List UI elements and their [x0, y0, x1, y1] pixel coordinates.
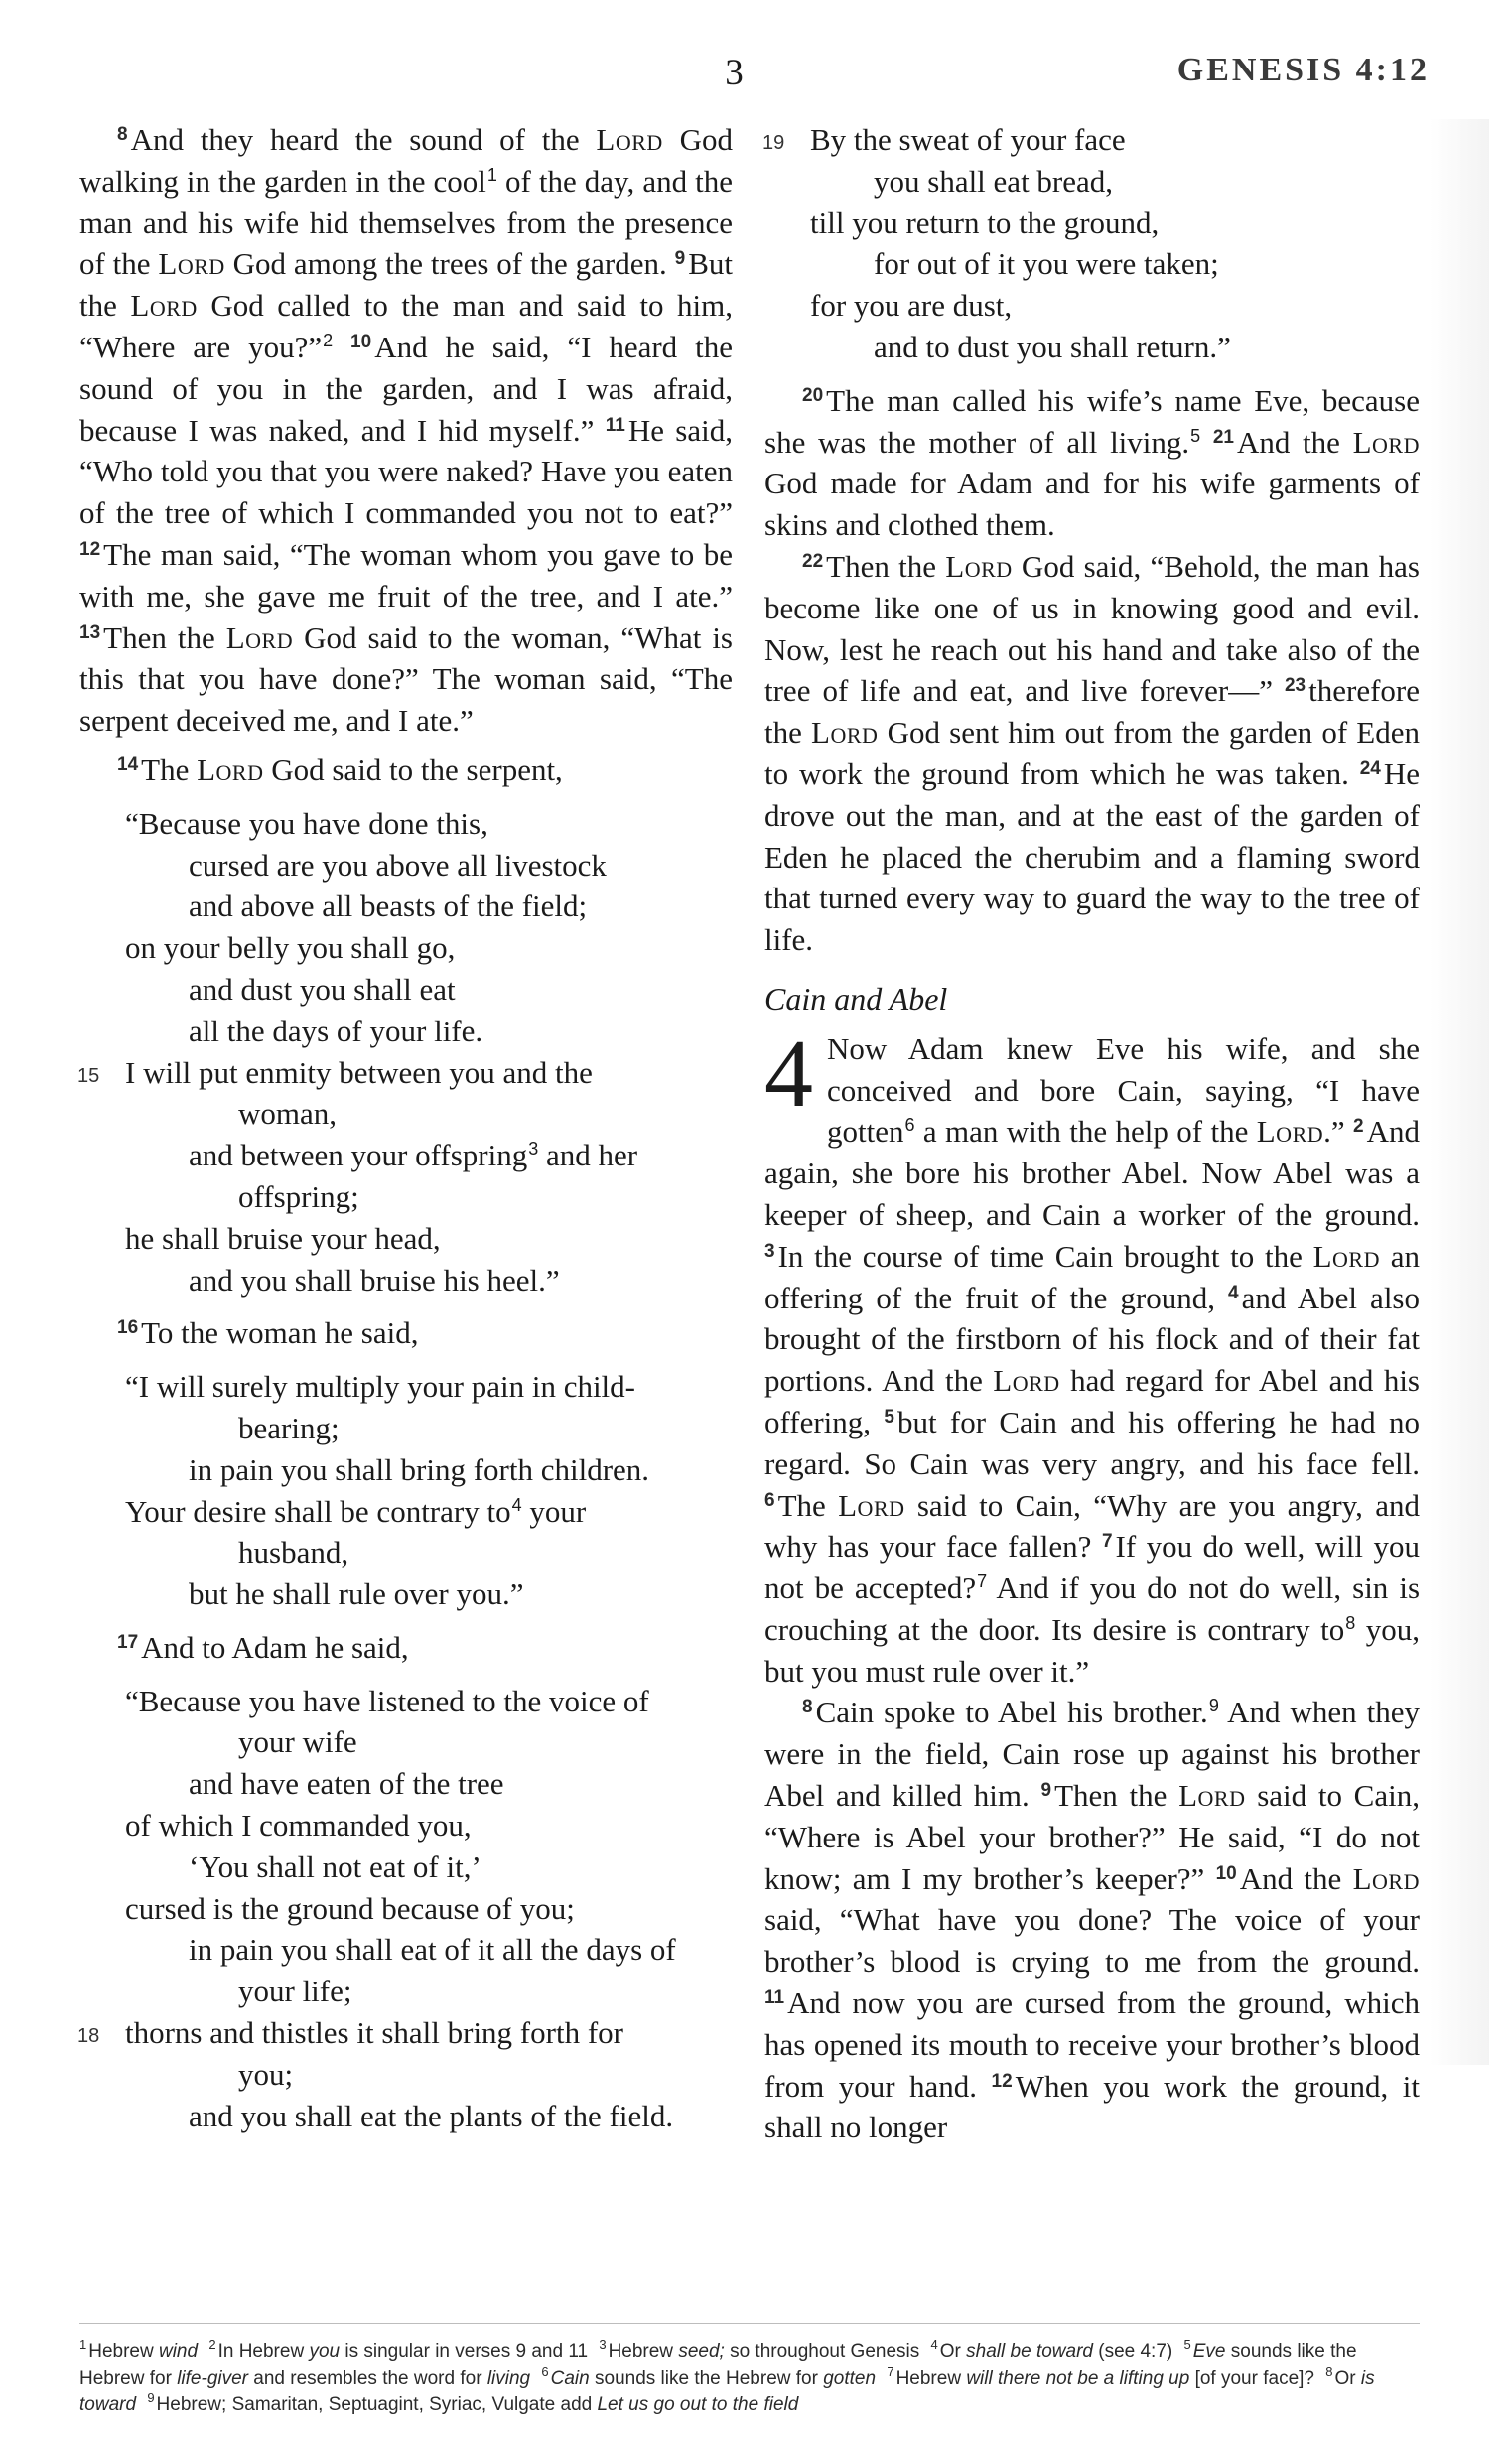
- poetry-line: your wife: [238, 1724, 357, 1760]
- next-page-bleed: [1430, 119, 1489, 2065]
- verse-number: 8: [117, 124, 128, 145]
- footnote: $^1$ Hebrew wind: [79, 2337, 199, 2362]
- poetry-line: 19 By the sweat of your face: [764, 119, 1420, 161]
- poetry-line: and above all beasts of the field;: [189, 888, 588, 924]
- verse-number: 24: [1359, 757, 1381, 779]
- footnote-marker: 7: [977, 1572, 988, 1592]
- paragraph: $^{14}$The Lord God said to the serpent,: [117, 752, 563, 787]
- poetry-line: and you shall bruise his heel.”: [189, 1262, 560, 1298]
- poetry-line: “I will surely multiply your pain in child-: [125, 1369, 635, 1405]
- verse-number: 23: [1284, 675, 1306, 697]
- poetry-line: you shall eat bread,: [874, 163, 1114, 199]
- verse-number: 10: [1215, 1862, 1237, 1884]
- verse-number: 4: [1228, 1282, 1239, 1303]
- poetry-line: cursed is the ground because of you;: [125, 1890, 575, 1926]
- footnote: $^3$ Hebrew seed; so throughout Genesis: [599, 2337, 920, 2362]
- verse-number: 13: [79, 621, 101, 643]
- footnote: $^8$ Or is toward: [79, 2364, 1375, 2415]
- poetry-line: till you return to the ground,: [810, 205, 1160, 240]
- footnote-marker: 4: [511, 1494, 522, 1515]
- footnote-italic: wind: [158, 2341, 199, 2362]
- divine-name: Lord: [1352, 424, 1420, 460]
- footnote-number: 6: [541, 2364, 549, 2379]
- footnote-marker: 8: [1345, 1612, 1356, 1633]
- footnote-italic: life-giver: [177, 2368, 249, 2389]
- verse-number: 12: [991, 2070, 1013, 2092]
- poetry-line: all the days of your life.: [189, 1013, 483, 1048]
- footnote-italic: will there not be a lifting up: [966, 2368, 1190, 2389]
- footnote-number: 3: [599, 2337, 607, 2352]
- divine-name: Lord: [197, 752, 264, 787]
- poetry-line: on your belly you shall go,: [125, 930, 456, 966]
- footnote: $^7$ Hebrew will there not be a lifting up [of your face]?: [887, 2364, 1314, 2389]
- divine-name: Lord: [1178, 1778, 1246, 1814]
- verse-number: 17: [117, 1631, 139, 1653]
- footnote-italic: Cain: [550, 2368, 590, 2389]
- verse-number: 20: [802, 384, 824, 406]
- footnote-marker: 9: [1208, 1696, 1219, 1716]
- paragraph: $^{17}$And to Adam he said,: [117, 1629, 409, 1665]
- poetry-line: bearing;: [238, 1410, 340, 1445]
- poetry-line: husband,: [238, 1535, 349, 1571]
- verse-number: 11: [764, 1987, 785, 2009]
- chapter-text: Now Adam knew Eve his wife, and she conceived and bore Cain, saying, “I have gotten$^6$ a man with the help of the Lord.” $^2$And again, she bore his brother Abel. Now Abel was a keeper of sheep, and Cain a worker of the ground. $^3$In the course of time Cain brought to the Lord an offering of the fruit of the ground, $^4$and Abel also brought of the firstborn of his flock and of their fat portions. And the Lord had regard for Abel and his offering, $^5$but for Cain and his offering he had no regard. So Cain was very angry, and his face fell. $^6$The Lord said to Cain, “Why are you angry, and why has your face fallen? $^7$If you do well, will you not be accepted?$^7$ And if you do not do well, sin is crouching at the door. Its desire is contrary to$^8$ you, but you must rule over it.”: [764, 1030, 1421, 1689]
- divine-name: Lord: [838, 1487, 905, 1523]
- left-column: [79, 119, 733, 2148]
- paragraph: $^{20}$The man called his wife’s name Eve, because she was the mother of all living.$^5$ $^{21}$And the Lord God made for Adam and for his wife garments of skins and clothed them.: [764, 382, 1420, 543]
- verse-number: 3: [764, 1240, 775, 1262]
- poetry-block: [79, 1366, 733, 1615]
- footnote-marker: 5: [1190, 425, 1201, 446]
- verse-number: 8: [802, 1697, 813, 1718]
- footnotes: [79, 2323, 1420, 2418]
- verse-number: 2: [1353, 1116, 1364, 1138]
- divine-name: Lord: [811, 715, 879, 751]
- chapter-number: 4: [764, 1020, 813, 1128]
- verse-number: 19: [762, 132, 785, 154]
- verse-number: 12: [79, 538, 101, 560]
- verse-number: 14: [117, 753, 139, 775]
- footnote-italic: shall be toward: [966, 2341, 1093, 2362]
- poetry-line: ‘You shall not eat of it,’: [189, 1848, 481, 1884]
- verse-number: 9: [674, 248, 686, 270]
- divine-name: Lord: [596, 122, 663, 157]
- paragraph: $^8$Cain spoke to Abel his brother.$^9$ And when they were in the field, Cain rose up against his brother Abel and killed him. $^9$Then the Lord said to Cain, “Where is Abel your brother?” He said, “I do not know; am I my brother’s keeper?” $^{10}$And the Lord said, “What have you done? The voice of your brother’s blood is crying to me from the ground. $^{11}$And now you are cursed from the ground, which has opened its mouth to receive your brother’s blood from your hand. $^{12}$When you work the ground, it shall no longer: [764, 1695, 1420, 2145]
- divine-name: Lord: [1256, 1114, 1324, 1150]
- footnote-number: 9: [147, 2391, 155, 2405]
- footnote-number: 2: [208, 2337, 216, 2352]
- verse-number: 7: [1101, 1531, 1113, 1553]
- verse-number: 11: [605, 414, 625, 436]
- poetry-line: and between your offspring$^3$ and her: [189, 1138, 638, 1173]
- footnote-number: 1: [79, 2337, 87, 2352]
- poetry-line: your life;: [238, 1974, 352, 2009]
- footnote: $^9$ Hebrew; Samaritan, Septuagint, Syriac, Vulgate add Let us go out to the field: [147, 2391, 799, 2415]
- footnote: $^2$ In Hebrew you is singular in verses 9 and 11: [208, 2337, 589, 2362]
- poetry-line: 15 I will put enmity between you and the: [79, 1052, 733, 1094]
- page-number: 3: [725, 53, 745, 93]
- poetry-line: but he shall rule over you.”: [189, 1576, 524, 1612]
- poetry-line: 18 thorns and thistles it shall bring forth for: [79, 2012, 733, 2054]
- footnote-italic: gotten: [823, 2368, 877, 2389]
- running-head: GENESIS 4:12: [1176, 52, 1430, 88]
- divine-name: Lord: [1312, 1238, 1380, 1274]
- footnote-italic: is toward: [79, 2368, 1375, 2415]
- poetry-block: [764, 119, 1420, 368]
- verse-number: 22: [802, 550, 824, 572]
- poetry-line: of which I commanded you,: [125, 1808, 472, 1844]
- paragraph: $^{16}$To the woman he said,: [117, 1315, 419, 1351]
- poetry-line: in pain you shall bring forth children.: [189, 1451, 650, 1487]
- poetry-line: offspring;: [238, 1178, 359, 1214]
- poetry-block: [79, 803, 733, 1301]
- divine-name: Lord: [130, 288, 198, 324]
- poetry-line: and you shall eat the plants of the field.: [189, 2098, 674, 2133]
- verse-number: 15: [77, 1064, 100, 1087]
- verse-number: 10: [350, 331, 372, 352]
- poetry-line: cursed are you above all livestock: [189, 847, 607, 883]
- divine-name: Lord: [225, 619, 294, 655]
- poetry-line: “Because you have listened to the voice of: [125, 1683, 649, 1718]
- paragraph: $^8$And they heard the sound of the Lord God walking in the garden in the cool$^1$ of the day, and the man and his wife hid themselves from the presence of the Lord God among the trees of the garden. $^9$But the Lord God called to the man and said to him, “Where are you?”$^2$ $^{10}$And he said, “I heard the sound of you in the garden, and I was afraid, because I was naked, and I hid myself.” $^{11}$He said, “Who told you that you were naked? Have you eaten of the tree of which I commanded you not to eat?” $^{12}$The man said, “The woman whom you gave to be with me, she gave me fruit of the tree, and I ate.” $^{13}$Then the Lord God said to the woman, “What is this that you have done?” The woman said, “The serpent deceived me, and I ate.”: [79, 122, 734, 739]
- poetry-line: for out of it you were taken;: [874, 246, 1219, 282]
- verse-number: 21: [1212, 426, 1234, 448]
- footnote-number: 5: [1183, 2337, 1191, 2352]
- footnote-marker: 1: [486, 164, 497, 185]
- footnote-number: 7: [887, 2364, 894, 2379]
- section-heading: Cain and Abel: [764, 980, 948, 1017]
- poetry-line: and to dust you shall return.”: [874, 329, 1231, 364]
- poetry-line: woman,: [238, 1096, 338, 1132]
- poetry-line: you;: [238, 2056, 294, 2092]
- footnote: $^4$ Or shall be toward (see 4:7): [930, 2337, 1173, 2362]
- divine-name: Lord: [945, 548, 1013, 584]
- chapter-paragraph: [764, 1020, 1421, 1693]
- verse-number: 5: [884, 1406, 894, 1428]
- poetry-line: for you are dust,: [810, 288, 1013, 324]
- footnote-italic: Eve: [1192, 2341, 1226, 2362]
- footnote-marker: 6: [904, 1115, 915, 1136]
- footnote-italic: living: [486, 2368, 531, 2389]
- divine-name: Lord: [1352, 1860, 1420, 1896]
- verse-number: 6: [764, 1489, 775, 1511]
- footnote-marker: 3: [528, 1139, 539, 1160]
- footnote-italic: seed;: [678, 2341, 725, 2362]
- poetry-block: [79, 1681, 733, 2137]
- poetry-line: and dust you shall eat: [189, 971, 456, 1007]
- divine-name: Lord: [993, 1363, 1060, 1399]
- poetry-line: in pain you shall eat of it all the days of: [189, 1932, 676, 1968]
- footnote-number: 8: [1325, 2364, 1333, 2379]
- poetry-line: Your desire shall be contrary to$^4$ your: [125, 1493, 587, 1529]
- poetry-line: “Because you have done this,: [125, 805, 488, 841]
- right-column: [764, 119, 1420, 2148]
- footnote-marker: 2: [323, 330, 334, 350]
- footnote-italic: Let us go out to the field: [597, 2394, 799, 2415]
- verse-number: 9: [1040, 1780, 1052, 1802]
- footnote-italic: you: [309, 2341, 341, 2362]
- verse-number: 16: [117, 1317, 139, 1339]
- paragraph: $^{22}$Then the Lord God said, “Behold, the man has become like one of us in knowing good and evil. Now, lest he reach out his hand and take also of the tree of life and eat, and live forever—” $^{23}$therefore the Lord God sent him out from the garden of Eden to work the ground from which he was taken. $^{24}$He drove out the man, and at the east of the garden of Eden he placed the cherubim and a flaming sword that turned every way to guard the way to the tree of life.: [764, 548, 1420, 958]
- poetry-line: and have eaten of the tree: [189, 1766, 504, 1802]
- footnote: $^5$ Eve sounds like the Hebrew for life-giver and resembles the word for living: [79, 2337, 1357, 2389]
- footnote-number: 4: [930, 2337, 938, 2352]
- footnote: $^6$ Cain sounds like the Hebrew for gotten: [541, 2364, 877, 2389]
- verse-number: 18: [77, 2025, 100, 2048]
- poetry-line: he shall bruise your head,: [125, 1220, 441, 1256]
- divine-name: Lord: [158, 246, 225, 282]
